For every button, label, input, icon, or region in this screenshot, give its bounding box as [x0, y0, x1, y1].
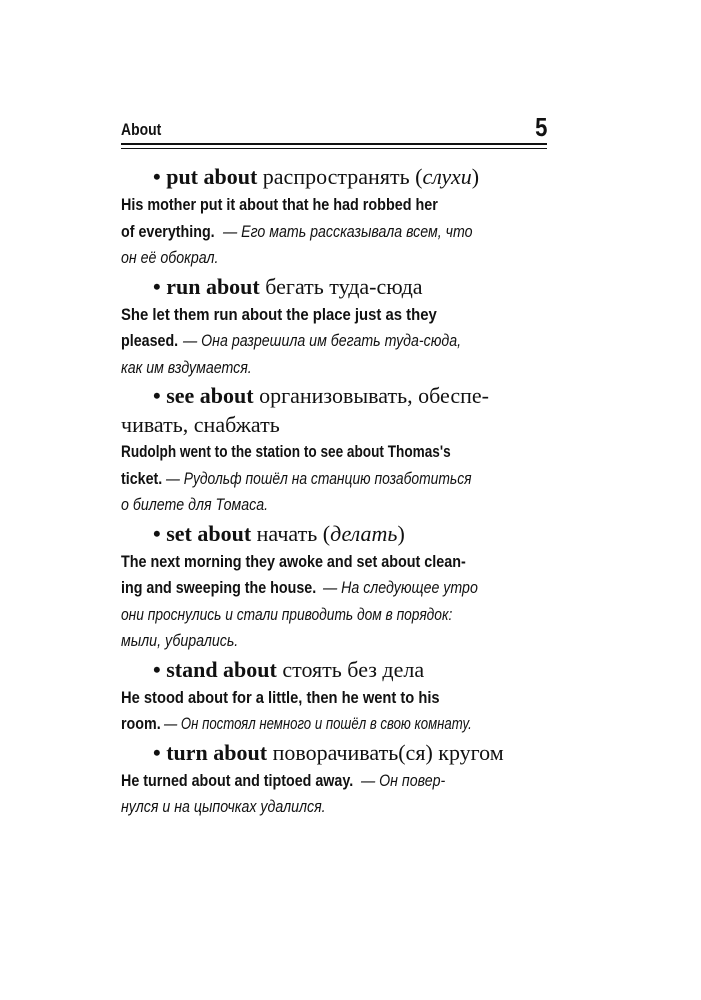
bullet-icon: • [153, 739, 161, 765]
example-en: room. [121, 714, 161, 733]
header-rule-thick [121, 143, 547, 145]
entry-term: turn about [166, 739, 268, 765]
bullet-icon: • [153, 273, 161, 299]
page-header [121, 112, 547, 142]
entry-note: делать [330, 520, 398, 546]
bullet-icon: • [153, 520, 161, 546]
entry-term: set about [166, 520, 252, 546]
note-close: ) [471, 164, 480, 189]
example-en: ing and sweeping the house. [121, 578, 317, 597]
entry-note: слухи [422, 164, 472, 189]
example-ru: мыли, убирались. [121, 632, 239, 650]
example-line [121, 219, 547, 246]
entry-translation-continued: чивать, снабжать [121, 412, 280, 437]
entry-term: run about [166, 273, 260, 299]
entry-headword [121, 738, 547, 768]
example-line [121, 602, 547, 629]
example-line [121, 328, 547, 355]
example-en: Rudolph went to the station to see about Thomas's [121, 442, 451, 461]
note-close: ) [397, 520, 405, 546]
entry-translation: распространять [262, 164, 410, 189]
example-line [121, 355, 547, 382]
example-line [121, 685, 547, 712]
example-line [121, 768, 547, 795]
entry-headword [121, 381, 547, 411]
example-line [121, 245, 547, 272]
entry-translation: поворачивать(ся) кругом [272, 739, 504, 765]
entry-translation: организовывать, обеспе- [259, 383, 489, 408]
example-en: The next morning they awoke and set about clean- [121, 551, 466, 571]
example-en: of everything. [121, 221, 215, 241]
dictionary-entries [121, 162, 547, 821]
page-number: 5 [534, 112, 547, 142]
bullet-icon: • [153, 164, 161, 189]
example-line [121, 549, 547, 576]
header-rule-thin [121, 148, 547, 149]
example-line [121, 192, 547, 219]
example-ru: — Его мать рассказывала всем, что [223, 222, 473, 241]
entry-headword [121, 655, 547, 685]
example-line [121, 492, 547, 519]
note-open: ( [322, 520, 331, 546]
example-en: He stood about for a little, then he went to his [121, 687, 440, 707]
example-line [121, 711, 547, 738]
example-ru: — Он постоял немного и пошёл в свою комнату. [164, 715, 473, 733]
note-open: ( [415, 164, 423, 189]
entry-headword [121, 162, 547, 192]
example-line [121, 628, 547, 655]
example-line [121, 302, 547, 329]
entry-headword [121, 519, 547, 549]
example-en: She let them run about the place just as they [121, 304, 437, 324]
example-ru: — Он повер- [361, 771, 446, 790]
example-ru: — На следующее утро [323, 579, 479, 597]
entry-translation: бегать туда-сюда [265, 273, 423, 299]
example-line [121, 575, 547, 602]
entry-term: put about [166, 164, 258, 189]
example-ru: о билете для Томаса. [121, 496, 269, 514]
example-ru: — Она разрешила им бегать туда-сюда, [183, 332, 462, 350]
example-ru: нулся и на цыпочках удалился. [121, 798, 326, 816]
example-en: pleased. [121, 331, 179, 350]
example-en: ticket. [121, 468, 163, 488]
example-ru: он её обокрал. [121, 249, 219, 267]
entry-term: see about [166, 383, 254, 408]
bullet-icon: • [153, 656, 161, 682]
example-line [121, 794, 547, 821]
example-en: His mother put it about that he had robbed her [121, 195, 438, 214]
bullet-icon: • [153, 383, 161, 408]
example-line [121, 439, 547, 466]
entry-translation: начать [256, 520, 318, 546]
entry-term: stand about [166, 656, 277, 682]
example-ru: они проснулись и стали приводить дом в порядок: [121, 605, 453, 624]
example-en: He turned about and tiptoed away. [121, 770, 354, 790]
entry-translation: стоять без дела [282, 656, 425, 682]
entry-headword [121, 272, 547, 302]
running-head: About [121, 120, 162, 139]
example-line [121, 466, 547, 493]
example-ru: — Рудольф пошёл на станцию позаботиться [166, 469, 472, 488]
example-ru: как им вздумается. [121, 358, 252, 377]
